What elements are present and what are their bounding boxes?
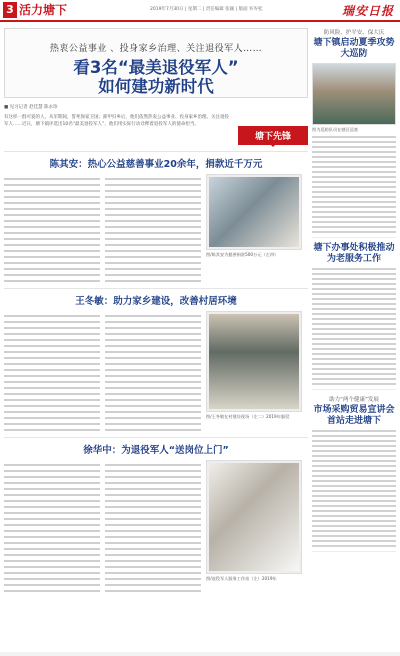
dateline: 2019年7月30日 | 星期二 | 责任编辑 张颖 | 版面 弃弃松 (150, 7, 263, 12)
headline-line-1: 看3名“最美退役军人” (73, 58, 239, 77)
headline-box (4, 28, 308, 98)
photo-frame (206, 174, 302, 250)
sidebar-item-trade (312, 395, 396, 552)
intro-paragraph: 有这样一群可爱的人，从军期间，誓死保家卫国；卸甲归乡后，他们依然热衷公益事业、投身家乡治理、关注退役军人……近日，塘下镇评选出10名“最美退役军人”，他们用实际行动诠释着退役军人的使命担当。 (4, 115, 229, 127)
section-title: 活力塘下 (19, 3, 68, 17)
sidebar-caption: 图为巡防队员在辖区巡查 (312, 127, 359, 132)
story-title: 王冬敏：助力家乡建设，改善村居环境 (75, 296, 237, 307)
text-column (105, 460, 201, 592)
sidebar-photo (312, 63, 396, 125)
story-chen (4, 151, 308, 282)
story-body (4, 174, 308, 282)
photo-column (206, 174, 302, 282)
sidebar-item-elderly (312, 243, 396, 390)
headline-kicker: 热衷公益事业 、投身家乡治理、关注退役军人…… (49, 44, 263, 54)
photo-caption: 图/退役军人服务工作站（左）2019年 (206, 576, 277, 581)
story-wang (4, 288, 308, 431)
story-body (4, 460, 308, 592)
text-column (4, 174, 100, 282)
sidebar (312, 28, 396, 652)
sidebar-title: 塘下镇启动夏季攻势大巡防 (313, 38, 395, 59)
photo-column (206, 460, 302, 592)
sidebar-item-patrol (312, 28, 396, 238)
newspaper-logo: 瑞安日报 (341, 4, 394, 18)
story-title: 陈其安：热心公益慈善事业20余年，捐款近千万元 (49, 159, 263, 170)
byline: ■ 见习记者 赵佳慧 陈永珍 (4, 105, 58, 110)
text-column (105, 174, 201, 282)
sidebar-title: 塘下办事处积极推动为老服务工作 (313, 242, 395, 264)
photo-column (206, 311, 302, 431)
story-photo (209, 463, 299, 571)
intro-row (4, 114, 308, 145)
text-column (4, 311, 100, 431)
story-photo (209, 177, 299, 247)
photo-caption: 图/陈其安为慈善捐款500万元（左四） (206, 252, 279, 257)
headline-line-2: 如何建功新时代 (98, 77, 214, 96)
footer-bar (0, 652, 400, 656)
sidebar-kicker: 防风险、护平安、保大庆 (323, 30, 385, 36)
story-photo (209, 314, 299, 409)
photo-frame (206, 460, 302, 574)
text-column (4, 460, 100, 592)
section-tag: 塘下先锋 (238, 126, 308, 145)
story-title: 徐华中：为退役军人“送岗位上门” (83, 445, 229, 456)
photo-frame (206, 311, 302, 412)
story-body (4, 311, 308, 431)
sidebar-title: 市场采购贸易宣讲会首站走进塘下 (313, 404, 395, 426)
tag-box (238, 126, 308, 145)
sidebar-kicker: 助力“两个健康”发展 (329, 396, 379, 403)
main-article (4, 28, 308, 652)
page-number: 3 (3, 2, 17, 18)
headline (5, 58, 307, 96)
photo-caption: 图/王冬敏在村建设现场（左二）2019年服役 (206, 414, 290, 419)
masthead (0, 0, 400, 22)
text-column (105, 311, 201, 431)
story-xu (4, 437, 308, 592)
